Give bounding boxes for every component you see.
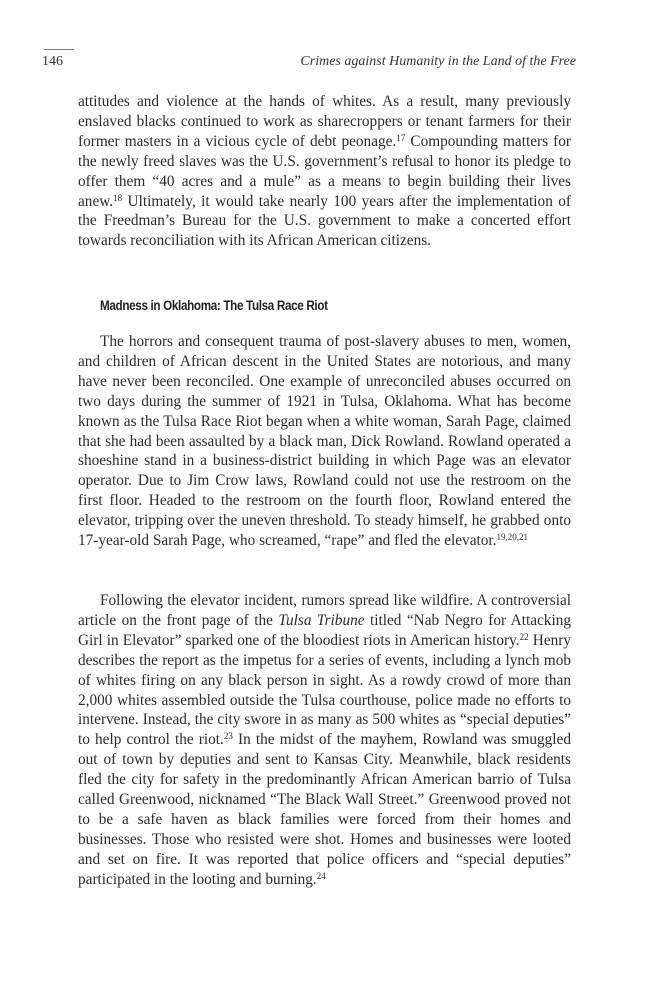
footnote-ref: 24 <box>316 870 326 881</box>
paragraph-text: Ultimately, it would take nearly 100 years after the implementation of the Freedman’s Bureau for the U.S. government to make a concerted effort towards reconciliation with its African American citizens. <box>78 192 571 250</box>
paragraph-tulsa-intro <box>78 332 571 551</box>
paragraph-text: Compounding matters for the newly freed slaves was the U.S. government’s refusal to honor its pledge to offer them “40 acres and a mule” as a means to begin building their lives anew. <box>78 132 572 210</box>
paragraph-continued <box>78 92 571 251</box>
paragraph-text: attitudes and violence at the hands of whites. As a result, many previously enslaved blacks continued to work as sharecroppers or tenant farmers for their former masters in a vicious cycle of debt peonage. <box>78 93 571 150</box>
newspaper-title: Tulsa Tribune <box>278 611 365 629</box>
page-number: 146 <box>42 54 63 69</box>
paragraph-text: In the midst of the mayhem, Rowland was smuggled out of town by deputies and sent to Kansas City. Meanwhile, black residents fled the city for safety in the predominantly African American barrio of Tulsa called Greenwood, nicknamed “The Black Wall Street.” Greenwood proved not to be a safe haven as black families were forced from their homes and businesses. Those who resisted were shot. Homes and businesses were looted and set on fire. It was reported that police officers and “special deputies” participated in the looting and burning. <box>78 731 571 888</box>
running-head: Crimes against Humanity in the Land of the Free <box>300 54 576 69</box>
paragraph-text: Following the elevator incident, rumors spread like wildfire. A controversial article on the front page of the <box>78 592 571 629</box>
paragraph-text: Henry describes the report as the impetus for a series of events, including a lynch mob of whites firing on any black person in sight. As a rowdy crowd of more than 2,000 whites assembled outside the Tulsa courthouse, police made no efforts to intervene. Instead, the city swore in as many as 500 whites as “special deputies” to help control the riot. <box>78 631 571 749</box>
header-rule <box>44 49 74 50</box>
footnote-ref: 23 <box>223 731 233 742</box>
footnote-ref: 17 <box>396 132 406 143</box>
paragraph-elevator-incident <box>78 591 571 890</box>
paragraph-text: titled “Nab Negro for Attacking Girl in Elevator” sparked one of the bloodiest riots in American history. <box>78 611 572 649</box>
footnote-ref: 22 <box>519 631 529 642</box>
paragraph-text: The horrors and consequent trauma of post-slavery abuses to men, women, and children of African descent in the United States are notorious, and many have never been reconciled. One example of unreconciled abuses occurred on two days during the summer of 1921 in Tulsa, Oklahoma. What has become known as the Tulsa Race Riot began when a white woman, Sarah Page, claimed that she had been assaulted by a black man, Dick Rowland. Rowland operated a shoeshine stand in a business-district building in which Page was an elevator operator. Due to Jim Crow laws, Rowland could not use the restroom on the first floor. Headed to the restroom on the fourth floor, Rowland entered the elevator, tripping over the uneven threshold. To steady himself, he grabbed onto 17-year-old Sarah Page, who screamed, “rape” and fled the elevator. <box>78 333 571 550</box>
footnote-ref: 18 <box>113 192 123 203</box>
footnote-ref: 19,20,21 <box>496 532 528 543</box>
section-heading: Madness in Oklahoma: The Tulsa Race Riot <box>100 298 328 313</box>
